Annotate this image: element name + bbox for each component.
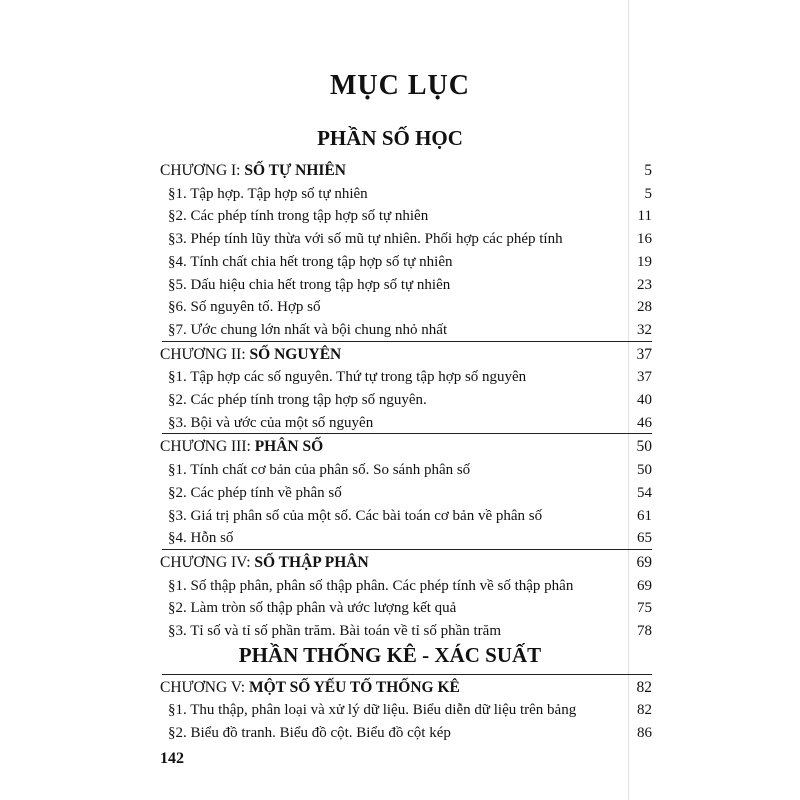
page-title: MỤC LỤC	[330, 70, 470, 101]
section-page: 61	[637, 507, 652, 524]
section-row	[160, 455, 652, 479]
section-label: §4. Tính chất chia hết trong tập hợp số tự nhiên	[168, 253, 453, 270]
chapter-label	[160, 554, 369, 572]
section-label: §4. Hỗn số	[168, 530, 234, 547]
section-page: 19	[637, 253, 652, 270]
part-heading: PHẦN THỐNG KÊ - XÁC SUẤT	[238, 642, 542, 667]
chapter-page: 69	[636, 553, 652, 571]
section-row	[160, 501, 652, 525]
section-page: 54	[637, 484, 652, 501]
section-label: §5. Dấu hiệu chia hết trong tập hợp số tự nhiên	[168, 276, 451, 293]
page-number: 142	[160, 750, 184, 767]
section-row	[160, 616, 652, 640]
chapter-row	[160, 156, 652, 180]
section-page: 46	[637, 414, 652, 431]
chapter-row	[160, 432, 652, 456]
section-row	[160, 593, 652, 617]
chapter-page: 5	[644, 162, 652, 179]
chapter-page: 82	[636, 678, 652, 696]
chapter-name: SỐ NGUYÊN	[249, 345, 342, 363]
chapter-row	[160, 548, 652, 572]
chapter-prefix: CHƯƠNG V:	[160, 678, 249, 696]
section-label: §2. Các phép tính trong tập hợp số nguyên.	[168, 392, 427, 408]
section-label: §1. Tập hợp. Tập hợp số tự nhiên	[168, 185, 368, 202]
section-page: 86	[637, 725, 652, 742]
section-label: §2. Các phép tính trong tập hợp số tự nhiên	[168, 208, 429, 225]
section-page: 32	[637, 321, 652, 338]
chapter-label	[160, 438, 323, 456]
section-row	[160, 571, 652, 595]
chapter-name: SỐ TỰ NHIÊN	[244, 162, 346, 179]
section-row	[160, 385, 652, 409]
section-page: 78	[637, 623, 652, 639]
chapter-row	[160, 673, 652, 697]
section-label: §2. Làm tròn số thập phân và ước lượng kết quả	[168, 600, 457, 617]
section-row	[160, 270, 652, 294]
section-page: 23	[637, 276, 652, 293]
section-label: §2. Các phép tính về phân số	[168, 484, 342, 501]
chapter-page: 37	[636, 345, 652, 363]
section-page: 5	[644, 185, 652, 202]
chapter-name: SỐ THẬP PHÂN	[254, 553, 369, 571]
chapter-name: PHÂN SỐ	[254, 438, 324, 456]
chapter-prefix: CHƯƠNG III:	[160, 438, 255, 456]
chapter-label	[160, 679, 460, 697]
chapter-row	[160, 340, 652, 364]
section-row	[160, 478, 652, 502]
section-label: §3. Phép tính lũy thừa với số mũ tự nhiên. Phối hợp các phép tính	[168, 231, 563, 248]
chapter-page: 50	[636, 438, 652, 456]
section-row	[160, 247, 652, 271]
section-row	[160, 224, 652, 248]
section-label: §7. Ước chung lớn nhất và bội chung nhỏ nhất	[168, 321, 448, 338]
section-page: 11	[637, 208, 652, 225]
section-row	[160, 292, 652, 316]
chapter-label	[160, 162, 346, 180]
section-label: §3. Bội và ước của một số nguyên	[168, 414, 374, 431]
section-row	[160, 201, 652, 225]
section-page: 16	[637, 231, 652, 248]
section-label: §1. Số thập phân, phân số thập phân. Các phép tính về số thập phân	[168, 577, 574, 594]
section-page: 65	[637, 530, 652, 547]
section-label: §1. Tính chất cơ bản của phân số. So sánh phân số	[168, 462, 471, 479]
section-page: 75	[637, 600, 652, 617]
section-row	[160, 179, 652, 203]
section-page: 50	[637, 462, 652, 479]
section-row	[160, 362, 652, 386]
chapter-prefix: CHƯƠNG I:	[160, 162, 245, 179]
section-label: §3. Giá trị phân số của một số. Các bài toán cơ bản về phân số	[168, 507, 543, 524]
section-label: §6. Số nguyên tố. Hợp số	[168, 299, 321, 316]
section-page: 82	[637, 702, 652, 719]
section-page: 40	[637, 392, 652, 408]
section-label: §1. Thu thập, phân loại và xử lý dữ liệu. Biểu diễn dữ liệu trên bảng	[168, 702, 577, 719]
part-heading: PHẦN SỐ HỌC	[317, 126, 463, 150]
section-label: §3. Tỉ số và tỉ số phần trăm. Bài toán về tỉ số phần trăm	[168, 623, 502, 639]
chapter-label	[160, 346, 341, 364]
chapter-name: MỘT SỐ YẾU TỐ THỐNG KÊ	[248, 678, 460, 696]
section-page: 28	[637, 299, 652, 316]
section-row	[160, 523, 652, 547]
section-label: §2. Biểu đồ tranh. Biểu đồ cột. Biểu đồ cột kép	[168, 725, 451, 742]
section-row	[160, 718, 652, 742]
chapter-prefix: CHƯƠNG IV:	[160, 553, 255, 571]
section-row	[160, 408, 652, 432]
chapter-prefix: CHƯƠNG II:	[160, 345, 250, 363]
section-label: §1. Tập hợp các số nguyên. Thứ tự trong tập hợp số nguyên	[168, 369, 527, 386]
section-row	[160, 315, 652, 339]
section-page: 69	[637, 577, 652, 594]
section-page: 37	[637, 369, 652, 386]
section-row	[160, 695, 652, 719]
